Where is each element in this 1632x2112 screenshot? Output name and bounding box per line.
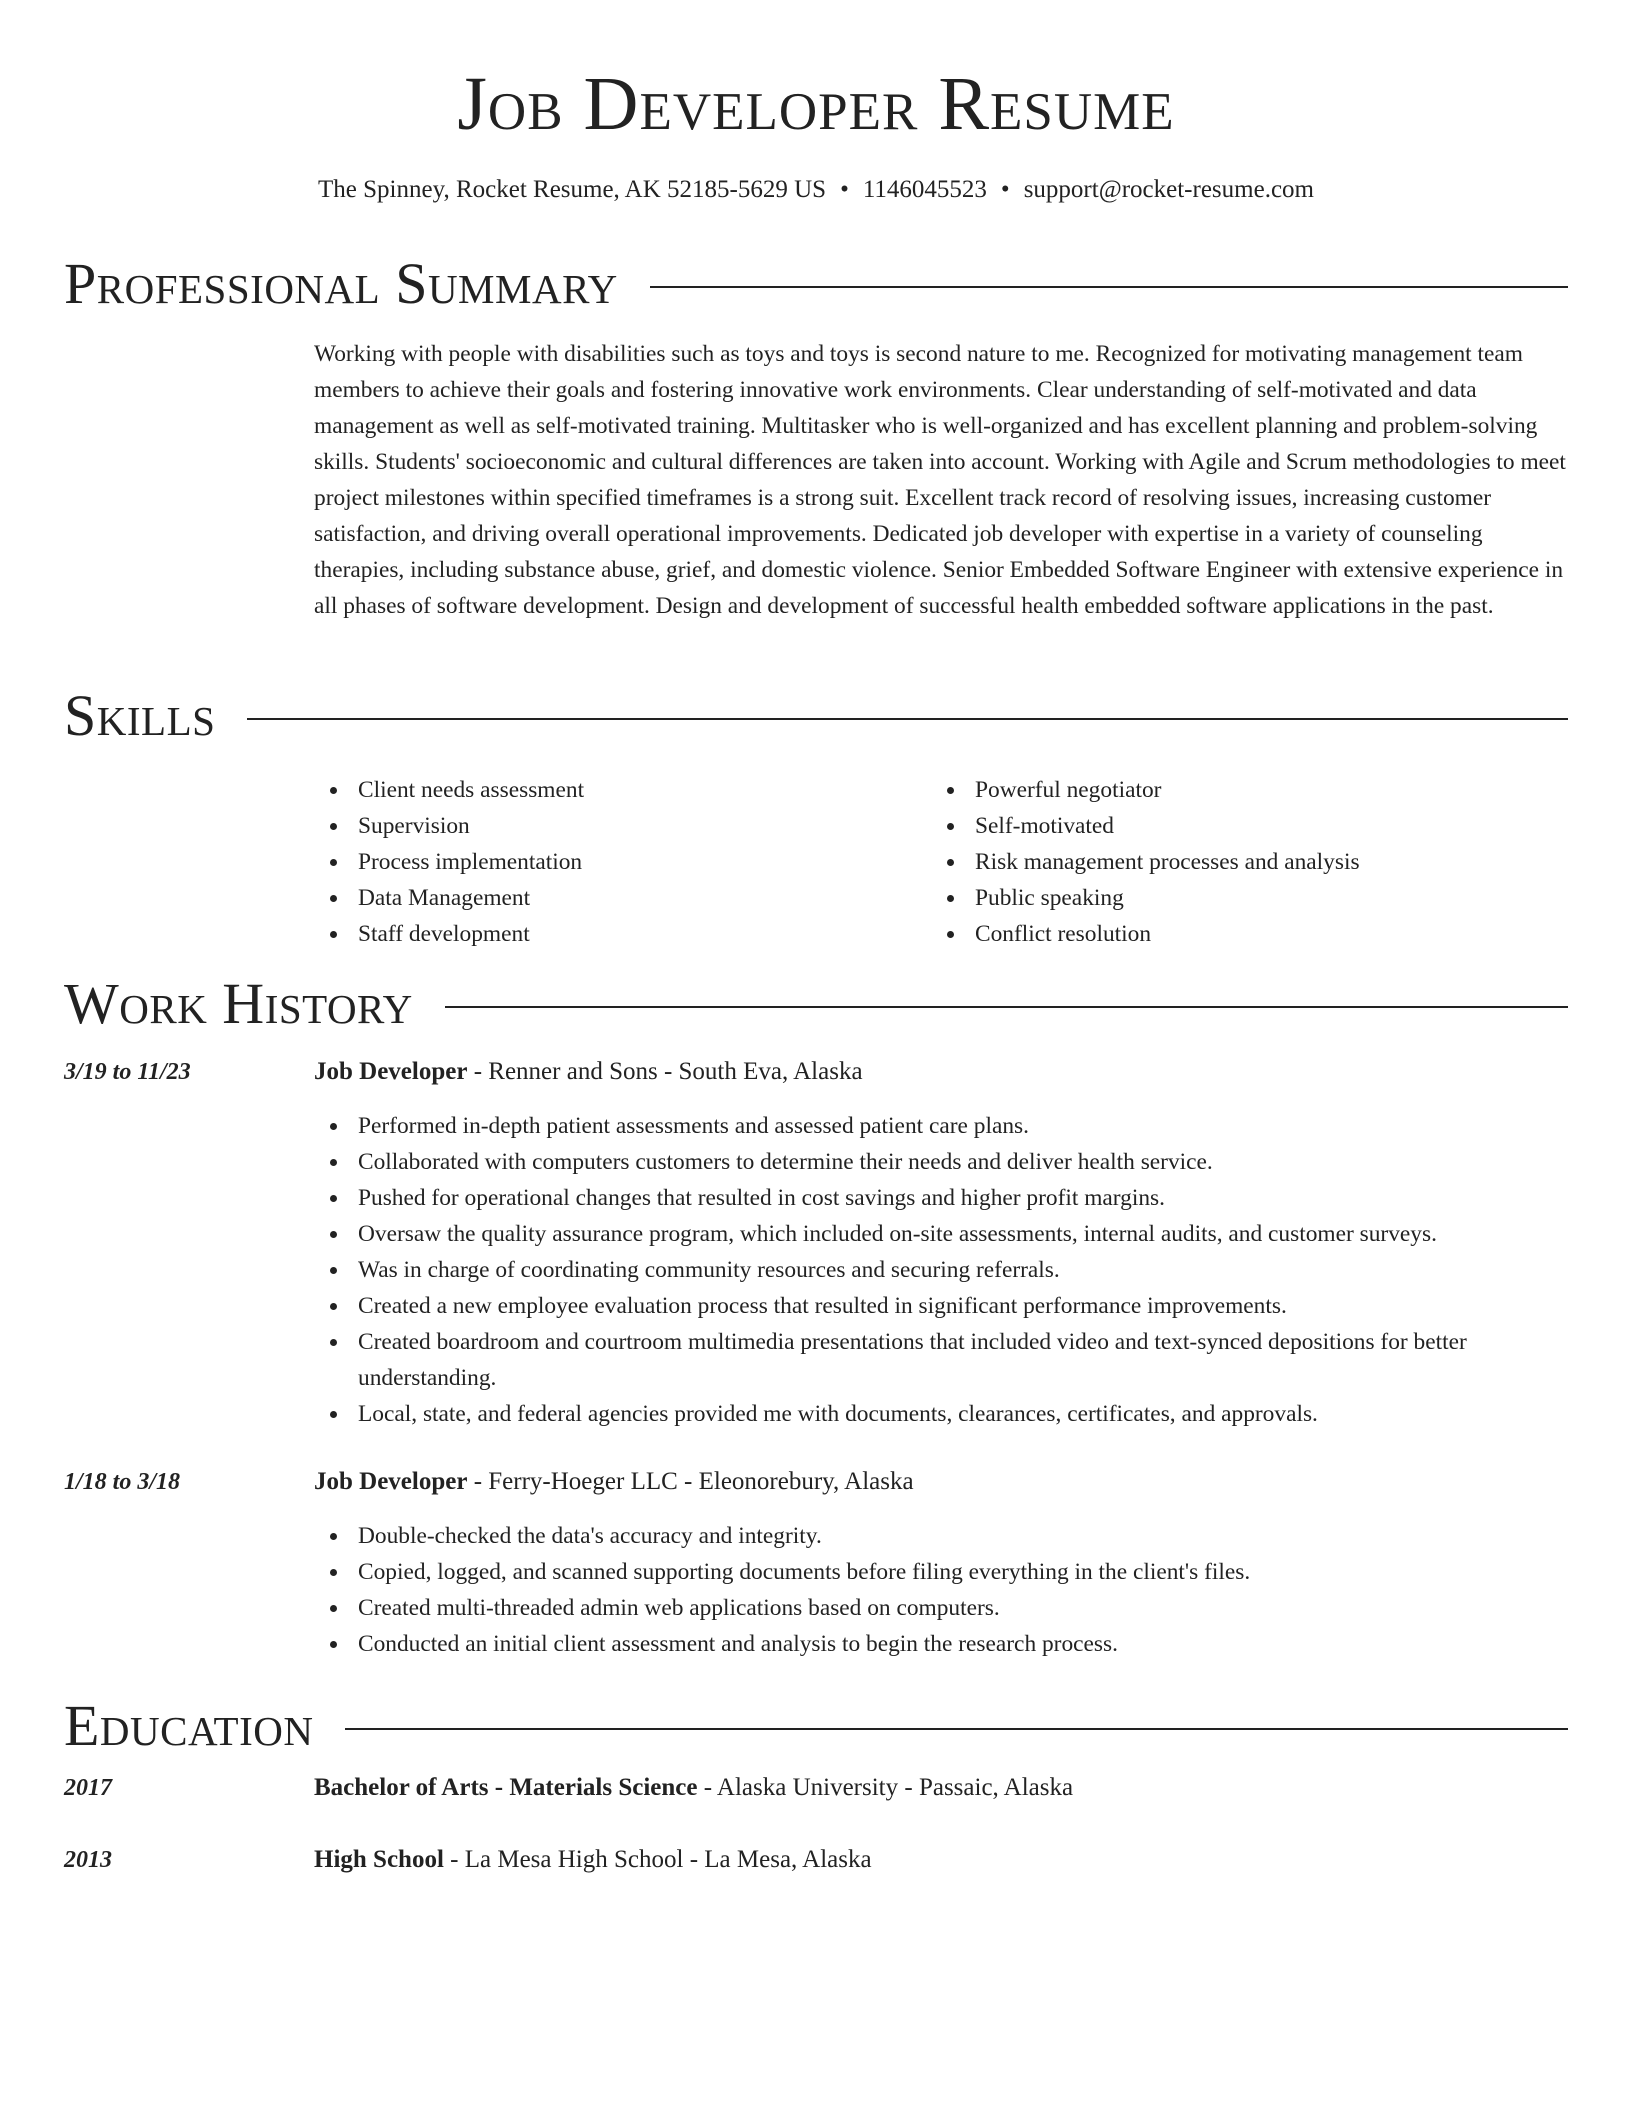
skill-item: Conflict resolution: [931, 916, 1548, 952]
education-degree: High School: [314, 1846, 444, 1873]
duty-item: Copied, logged, and scanned supporting documents before filing everything in the client's files.: [314, 1554, 1568, 1590]
education-details: - Alaska University - Passaic, Alaska: [697, 1774, 1074, 1801]
summary-section-header: [64, 248, 1568, 320]
duty-item: Created a new employee evaluation process that resulted in significant performance improvements.: [314, 1288, 1568, 1324]
education-year: 2013: [64, 1847, 112, 1873]
contact-address: The Spinney, Rocket Resume, AK 52185-5629 US: [318, 176, 827, 203]
job-heading: [314, 1054, 1568, 1090]
skills-heading: Skills: [64, 683, 216, 748]
job-duties: [314, 1518, 1568, 1662]
contact-phone: 1146045523: [862, 176, 987, 203]
education-entry: [314, 1770, 1568, 1806]
job-dates: 1/18 to 3/18: [64, 1469, 181, 1495]
education-year: 2017: [64, 1775, 112, 1801]
work-heading: Work History: [64, 971, 413, 1036]
skills-list: [314, 772, 1568, 952]
duty-item: Collaborated with computers customers to determine their needs and deliver health service.: [314, 1144, 1568, 1180]
resume-title: Job Developer Resume: [457, 62, 1175, 146]
skill-item: Client needs assessment: [314, 772, 931, 808]
education-section-header: [64, 1690, 1568, 1762]
education-degree: Bachelor of Arts - Materials Science: [314, 1774, 698, 1801]
contact-separator: •: [1000, 176, 1010, 203]
section-divider: [650, 286, 1568, 288]
skills-column-left: [314, 772, 931, 952]
section-divider: [247, 718, 1568, 720]
duty-item: Was in charge of coordinating community resources and securing referrals.: [314, 1252, 1568, 1288]
job-title: Job Developer: [314, 1468, 468, 1495]
summary-heading: Professional Summary: [64, 251, 618, 316]
education-details: - La Mesa High School - La Mesa, Alaska: [443, 1846, 872, 1873]
work-section-header: [64, 968, 1568, 1040]
job-details: - Renner and Sons - South Eva, Alaska: [467, 1058, 863, 1085]
skill-item: Self-motivated: [931, 808, 1548, 844]
duty-item: Created multi-threaded admin web applications based on computers.: [314, 1590, 1568, 1626]
duty-item: Performed in-depth patient assessments and assessed patient care plans.: [314, 1108, 1568, 1144]
job-title: Job Developer: [314, 1058, 468, 1085]
skill-item: Risk management processes and analysis: [931, 844, 1548, 880]
skill-item: Staff development: [314, 916, 931, 952]
skill-item: Data Management: [314, 880, 931, 916]
duty-item: Pushed for operational changes that resulted in cost savings and higher profit margins.: [314, 1180, 1568, 1216]
section-divider: [445, 1006, 1568, 1008]
skill-item: Public speaking: [931, 880, 1548, 916]
job-duties: [314, 1108, 1568, 1432]
job-details: - Ferry-Hoeger LLC - Eleonorebury, Alaska: [467, 1468, 914, 1495]
job-dates: 3/19 to 11/23: [64, 1059, 191, 1085]
skill-item: Powerful negotiator: [931, 772, 1548, 808]
contact-separator: •: [840, 176, 849, 203]
duty-item: Double-checked the data's accuracy and integrity.: [314, 1518, 1568, 1554]
duty-item: Conducted an initial client assessment and analysis to begin the research process.: [314, 1626, 1568, 1662]
section-divider: [345, 1728, 1568, 1730]
job-heading: [314, 1464, 1568, 1500]
duty-item: Created boardroom and courtroom multimedia presentations that included video and text-synced depositions for better understanding.: [314, 1324, 1568, 1396]
skill-item: Supervision: [314, 808, 931, 844]
education-entry: [314, 1842, 1568, 1878]
skills-column-right: [931, 772, 1548, 952]
contact-line: [0, 172, 1632, 208]
skill-item: Process implementation: [314, 844, 931, 880]
education-heading: Education: [64, 1693, 314, 1758]
duty-item: Local, state, and federal agencies provided me with documents, clearances, certificates, and approvals.: [314, 1396, 1568, 1432]
skills-section-header: [64, 680, 1568, 752]
contact-email: support@rocket-resume.com: [1023, 176, 1314, 203]
duty-item: Oversaw the quality assurance program, which included on-site assessments, internal audits, and customer surveys.: [314, 1216, 1568, 1252]
summary-text: Working with people with disabilities such as toys and toys is second nature to me. Recognized for motivating management team members to achieve their goals and fostering innovative work environments. Clear understanding of self-motivated and data management as well as self-motivated training. Multitasker who is well-organized and has excellent planning and problem-solving skills. Students' socioeconomic and cultural differences are taken into account. Working with Agile and Scrum methodologies to meet project milestones within specified timeframes is a strong suit. Excellent track record of resolving issues, increasing customer satisfaction, and driving overall operational improvements. Dedicated job developer with expertise in a variety of counseling therapies, including substance abuse, grief, and domestic violence. Senior Embedded Software Engineer with extensive experience in all phases of software development. Design and development of successful health embedded software applications in the past.: [314, 341, 1566, 619]
